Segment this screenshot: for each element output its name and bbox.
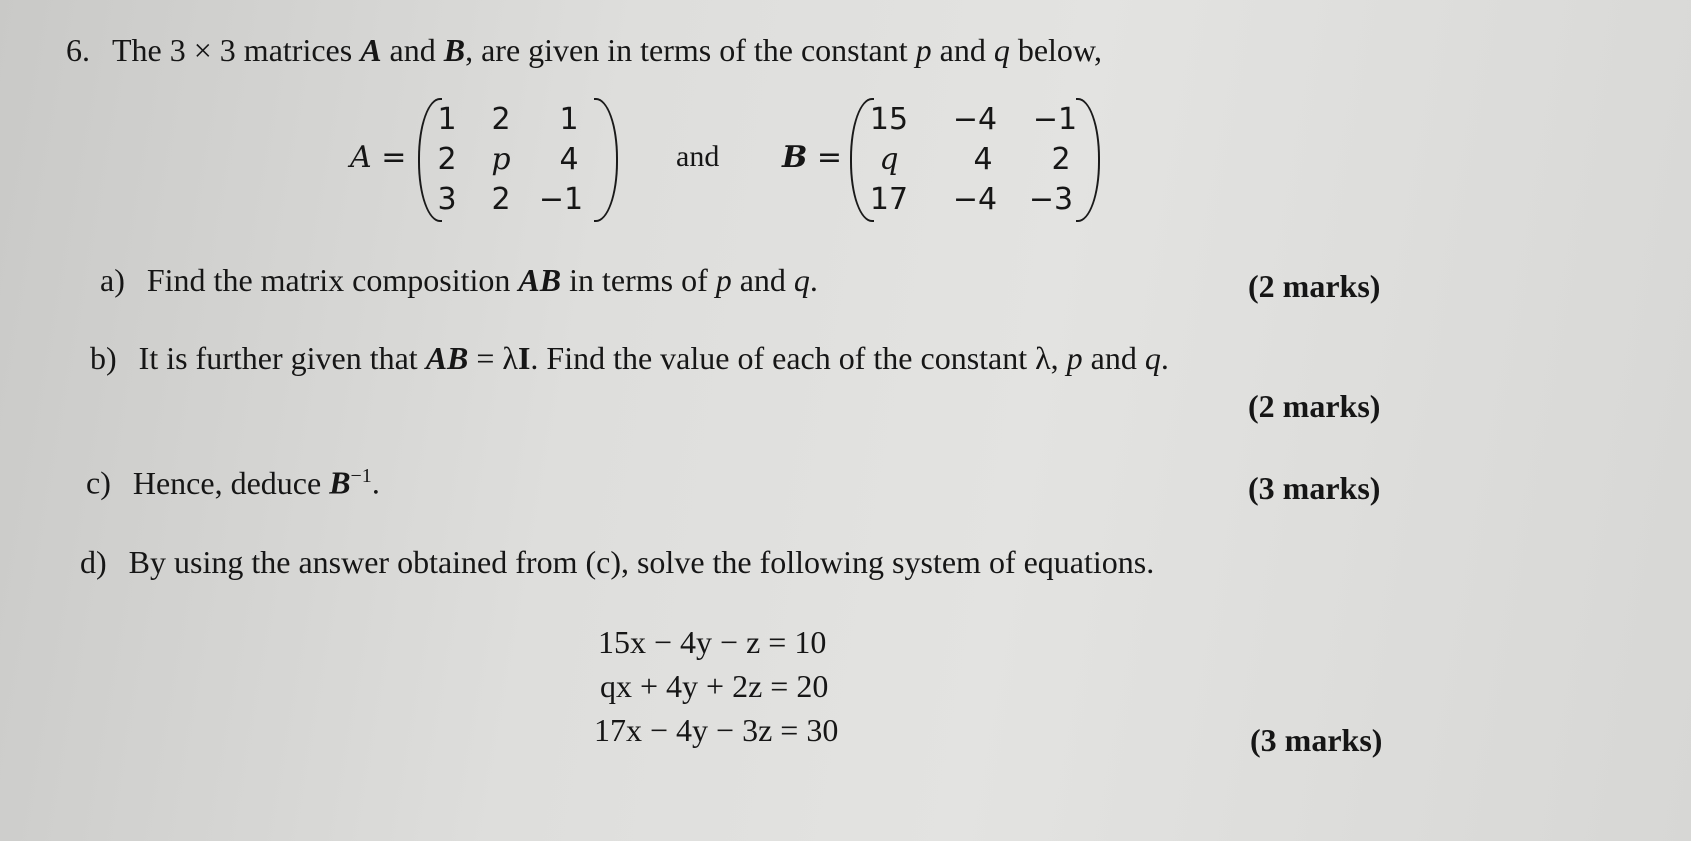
matrix-cell: q bbox=[879, 142, 899, 177]
equation-1: 15x − 4y − z = 10 bbox=[598, 624, 827, 660]
matrix-cell: −3 bbox=[1028, 182, 1074, 217]
part-d-marks: (3 marks) bbox=[1250, 722, 1383, 758]
part-b: b) It is further given that AB = λI. Find the value of each of the constant λ, p and q. bbox=[90, 340, 1169, 376]
matrix-cell: −1 bbox=[1032, 102, 1078, 137]
question-stem: 6. The 3 × 3 matrices A and B, are given in terms of the constant p and q below, bbox=[66, 32, 1102, 68]
matrix-cell: 4 bbox=[559, 142, 579, 177]
equation-2: qx + 4y + 2z = 20 bbox=[600, 668, 829, 704]
part-a-label: a) bbox=[100, 262, 125, 298]
matrix-cell: 4 bbox=[973, 142, 993, 177]
matrix-cell: 2 bbox=[1051, 142, 1071, 177]
matrix-a bbox=[418, 98, 618, 226]
part-b-marks: (2 marks) bbox=[1248, 388, 1381, 424]
part-a: a) Find the matrix composition AB in terms of p and q. bbox=[100, 262, 818, 298]
matrix-b-label: B = bbox=[782, 140, 843, 175]
matrix-cell: 17 bbox=[869, 182, 909, 217]
matrix-cell: −4 bbox=[952, 182, 998, 217]
matrix-b bbox=[850, 98, 1100, 226]
part-d: d) By using the answer obtained from (c), solve the following system of equations. bbox=[80, 544, 1155, 580]
matrix-cell: 2 bbox=[437, 142, 457, 177]
matrix-cell: p bbox=[491, 142, 511, 177]
question-number: 6. bbox=[66, 32, 90, 68]
part-c: c) Hence, deduce $B^{-1}$. bbox=[86, 464, 380, 501]
matrix-cell: 2 bbox=[491, 102, 511, 137]
part-d-label: d) bbox=[80, 544, 107, 580]
part-a-marks: (2 marks) bbox=[1248, 268, 1381, 304]
matrices-and: and bbox=[676, 140, 720, 173]
matrix-a-label: A = bbox=[350, 140, 407, 175]
part-c-label: c) bbox=[86, 464, 111, 501]
matrix-cell: 3 bbox=[437, 182, 457, 217]
matrix-cell: −4 bbox=[952, 102, 998, 137]
matrix-cell: 1 bbox=[559, 102, 579, 137]
matrix-cell: −1 bbox=[538, 182, 584, 217]
matrix-cell: 15 bbox=[869, 102, 909, 137]
equation-3: 17x − 4y − 3z = 30 bbox=[594, 712, 839, 748]
matrix-cell: 1 bbox=[437, 102, 457, 137]
part-b-label: b) bbox=[90, 340, 117, 376]
part-c-marks: (3 marks) bbox=[1248, 470, 1381, 506]
matrix-cell: 2 bbox=[491, 182, 511, 217]
